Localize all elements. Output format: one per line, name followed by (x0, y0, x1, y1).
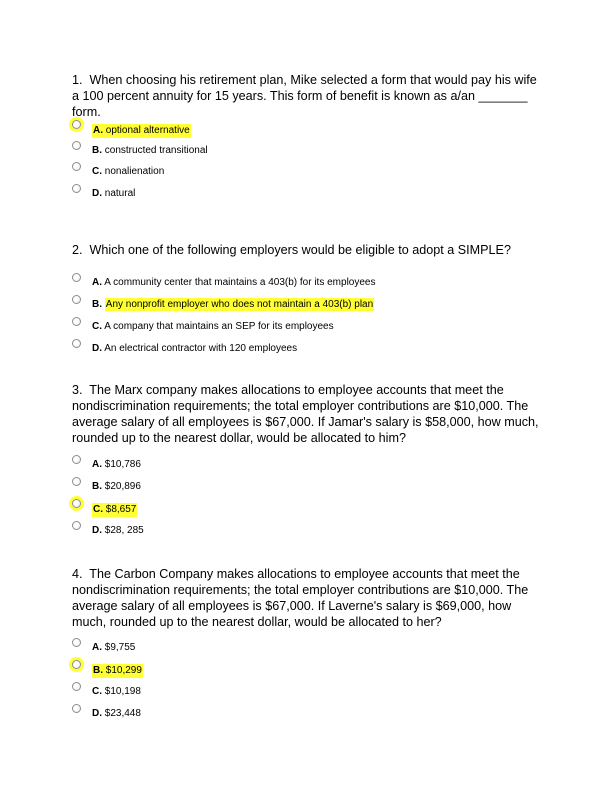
question-4-number: 4. (72, 567, 83, 581)
radio-button[interactable] (72, 273, 81, 282)
radio-button[interactable] (72, 521, 81, 530)
option-text (92, 642, 135, 654)
radio-button[interactable] (72, 638, 81, 647)
option-label: A community center that maintains a 403(b) for its employees (104, 277, 376, 288)
question-2-number: 2. (72, 243, 83, 257)
option-text (92, 188, 135, 200)
option-letter: B. (92, 299, 102, 310)
question-2-stem: Which one of the following employers would be eligible to adopt a SIMPLE? (89, 243, 511, 257)
option-text (92, 503, 137, 517)
option-text (92, 299, 374, 311)
option-letter: A. (92, 459, 102, 470)
option-text (92, 525, 144, 537)
radio-button[interactable] (72, 682, 81, 691)
radio-button[interactable] (72, 317, 81, 326)
question-3-number: 3. (72, 383, 83, 397)
option-letter: A. (92, 642, 102, 653)
option-label: optional alternative (105, 125, 190, 136)
option-text (92, 145, 208, 157)
radio-button[interactable] (72, 704, 81, 713)
radio-button[interactable] (72, 162, 81, 171)
option-letter: D. (92, 525, 102, 536)
question-4 (72, 566, 542, 630)
option-label: constructed transitional (104, 145, 208, 156)
option-letter: A. (93, 125, 103, 136)
option-letter: D. (92, 343, 102, 354)
option-letter: A. (92, 277, 102, 288)
radio-button[interactable] (72, 477, 81, 486)
option-letter: D. (92, 188, 102, 199)
question-2 (72, 242, 542, 258)
option-letter: B. (92, 481, 102, 492)
question-4-text (72, 566, 542, 630)
question-4-stem: The Carbon Company makes allocations to employee accounts that meet the nondiscrimination requirements; the total employer contributions are $10,000. The average salary of all employees is $67,000. If Laverne's salary is $69,000, how much, rounded up to the nearest dollar, would be allocated to her? (72, 567, 529, 629)
question-3-stem: The Marx company makes allocations to employee accounts that meet the nondiscrimination requirements; the total employer contributions are $10,000. The average salary of all employees is $67,000. If Jamar's salary is $58,000, how much, rounded up to the nearest dollar, would be allocated to him? (72, 383, 539, 445)
option-text (92, 459, 141, 471)
option-label: $20,896 (104, 481, 141, 492)
question-3-text (72, 382, 542, 446)
option-label: $9,755 (104, 642, 136, 653)
radio-button[interactable] (72, 184, 81, 193)
question-1 (72, 72, 542, 120)
option-letter: B. (92, 145, 102, 156)
option-label: $28, 285 (104, 525, 144, 536)
option-text (92, 343, 297, 355)
radio-button[interactable] (72, 141, 81, 150)
option-label: natural (104, 188, 136, 199)
option-label: $23,448 (104, 708, 141, 719)
option-label: Any nonprofit employer who does not maintain a 403(b) plan (105, 299, 374, 310)
option-text (92, 277, 375, 289)
question-1-number: 1. (72, 73, 83, 87)
option-text (92, 664, 143, 678)
option-letter: C. (93, 504, 103, 515)
question-3 (72, 382, 542, 446)
option-text (92, 166, 164, 178)
option-letter: C. (92, 321, 102, 332)
question-1-stem: When choosing his retirement plan, Mike selected a form that would pay his wife a 100 percent annuity for 15 years. This form of benefit is known as a/an _______ form. (72, 73, 537, 119)
option-label: An electrical contractor with 120 employees (104, 343, 298, 354)
option-label: A company that maintains an SEP for its employees (104, 321, 334, 332)
option-letter: C. (92, 166, 102, 177)
question-1-text (72, 72, 542, 120)
radio-button[interactable] (72, 339, 81, 348)
radio-button[interactable] (72, 120, 81, 129)
radio-button[interactable] (72, 660, 81, 669)
option-label: $10,299 (105, 665, 142, 676)
option-text (92, 124, 191, 138)
option-label: nonalienation (104, 166, 165, 177)
option-text (92, 686, 141, 698)
question-2-text (72, 242, 542, 258)
option-label: $8,657 (105, 504, 137, 515)
option-text (92, 481, 141, 493)
option-label: $10,786 (104, 459, 141, 470)
option-label: $10,198 (104, 686, 141, 697)
option-letter: D. (92, 708, 102, 719)
radio-button[interactable] (72, 499, 81, 508)
option-letter: B. (93, 665, 103, 676)
radio-button[interactable] (72, 455, 81, 464)
radio-button[interactable] (72, 295, 81, 304)
option-text (92, 708, 141, 720)
option-letter: C. (92, 686, 102, 697)
option-text (92, 321, 334, 333)
